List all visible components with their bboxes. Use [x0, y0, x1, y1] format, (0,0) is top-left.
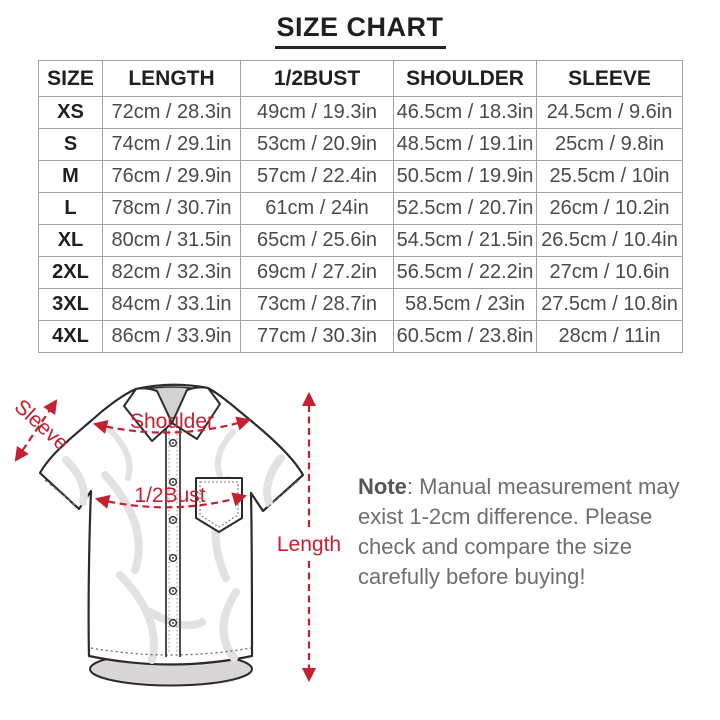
cell-shoulder: 48.5cm / 19.1in	[394, 129, 537, 161]
note-label: Note	[358, 474, 407, 499]
cell-length: 82cm / 32.3in	[103, 257, 241, 289]
cell-size: S	[39, 129, 103, 161]
header-bust: 1/2BUST	[241, 61, 394, 97]
cell-shoulder: 52.5cm / 20.7in	[394, 193, 537, 225]
length-label: Length	[276, 533, 342, 556]
size-table-header	[39, 61, 683, 97]
table-row	[39, 321, 683, 353]
cell-shoulder: 58.5cm / 23in	[394, 289, 537, 321]
cell-size: XL	[39, 225, 103, 257]
note-line: exist 1-2cm difference. Please	[358, 504, 653, 529]
cell-bust: 61cm / 24in	[241, 193, 394, 225]
cell-bust: 77cm / 30.3in	[241, 321, 394, 353]
cell-sleeve: 25cm / 9.8in	[537, 129, 683, 161]
bust-label: 1/2Bust	[134, 484, 206, 507]
cell-shoulder: 56.5cm / 22.2in	[394, 257, 537, 289]
cell-size: M	[39, 161, 103, 193]
table-row	[39, 289, 683, 321]
cell-sleeve: 28cm / 11in	[537, 321, 683, 353]
cell-size: 3XL	[39, 289, 103, 321]
cell-length: 78cm / 30.7in	[103, 193, 241, 225]
cell-sleeve: 27cm / 10.6in	[537, 257, 683, 289]
note-text	[358, 472, 698, 592]
cell-size: XS	[39, 97, 103, 129]
table-row	[39, 257, 683, 289]
cell-size: 2XL	[39, 257, 103, 289]
table-row	[39, 225, 683, 257]
note-line: check and compare the size	[358, 534, 632, 559]
note-line: Note: Manual measurement may	[358, 474, 680, 499]
cell-sleeve: 24.5cm / 9.6in	[537, 97, 683, 129]
cell-bust: 53cm / 20.9in	[241, 129, 394, 161]
title-wrap	[0, 12, 720, 49]
cell-length: 86cm / 33.9in	[103, 321, 241, 353]
cell-sleeve: 25.5cm / 10in	[537, 161, 683, 193]
header-length: LENGTH	[103, 61, 241, 97]
cell-size: L	[39, 193, 103, 225]
shirt-measurement-diagram	[0, 360, 360, 720]
cell-shoulder: 46.5cm / 18.3in	[394, 97, 537, 129]
cell-shoulder: 50.5cm / 19.9in	[394, 161, 537, 193]
cell-bust: 49cm / 19.3in	[241, 97, 394, 129]
header-size: SIZE	[39, 61, 103, 97]
cell-shoulder: 60.5cm / 23.8in	[394, 321, 537, 353]
page-title: SIZE CHART	[275, 12, 446, 49]
table-row	[39, 129, 683, 161]
header-shoulder: SHOULDER	[394, 61, 537, 97]
header-row	[39, 61, 683, 97]
table-row	[39, 193, 683, 225]
cell-length: 72cm / 28.3in	[103, 97, 241, 129]
cell-length: 80cm / 31.5in	[103, 225, 241, 257]
cell-sleeve: 27.5cm / 10.8in	[537, 289, 683, 321]
cell-length: 74cm / 29.1in	[103, 129, 241, 161]
cell-length: 84cm / 33.1in	[103, 289, 241, 321]
note-line: carefully before buying!	[358, 564, 586, 589]
header-sleeve: SLEEVE	[537, 61, 683, 97]
cell-size: 4XL	[39, 321, 103, 353]
cell-bust: 69cm / 27.2in	[241, 257, 394, 289]
cell-sleeve: 26cm / 10.2in	[537, 193, 683, 225]
sleeve-label: Sleeve	[9, 395, 73, 456]
cell-sleeve: 26.5cm / 10.4in	[537, 225, 683, 257]
cell-bust: 73cm / 28.7in	[241, 289, 394, 321]
cell-shoulder: 54.5cm / 21.5in	[394, 225, 537, 257]
cell-length: 76cm / 29.9in	[103, 161, 241, 193]
cell-bust: 65cm / 25.6in	[241, 225, 394, 257]
table-row	[39, 97, 683, 129]
table-row	[39, 161, 683, 193]
cell-bust: 57cm / 22.4in	[241, 161, 394, 193]
shoulder-label: Shoulder	[129, 410, 215, 433]
size-table	[38, 60, 683, 353]
